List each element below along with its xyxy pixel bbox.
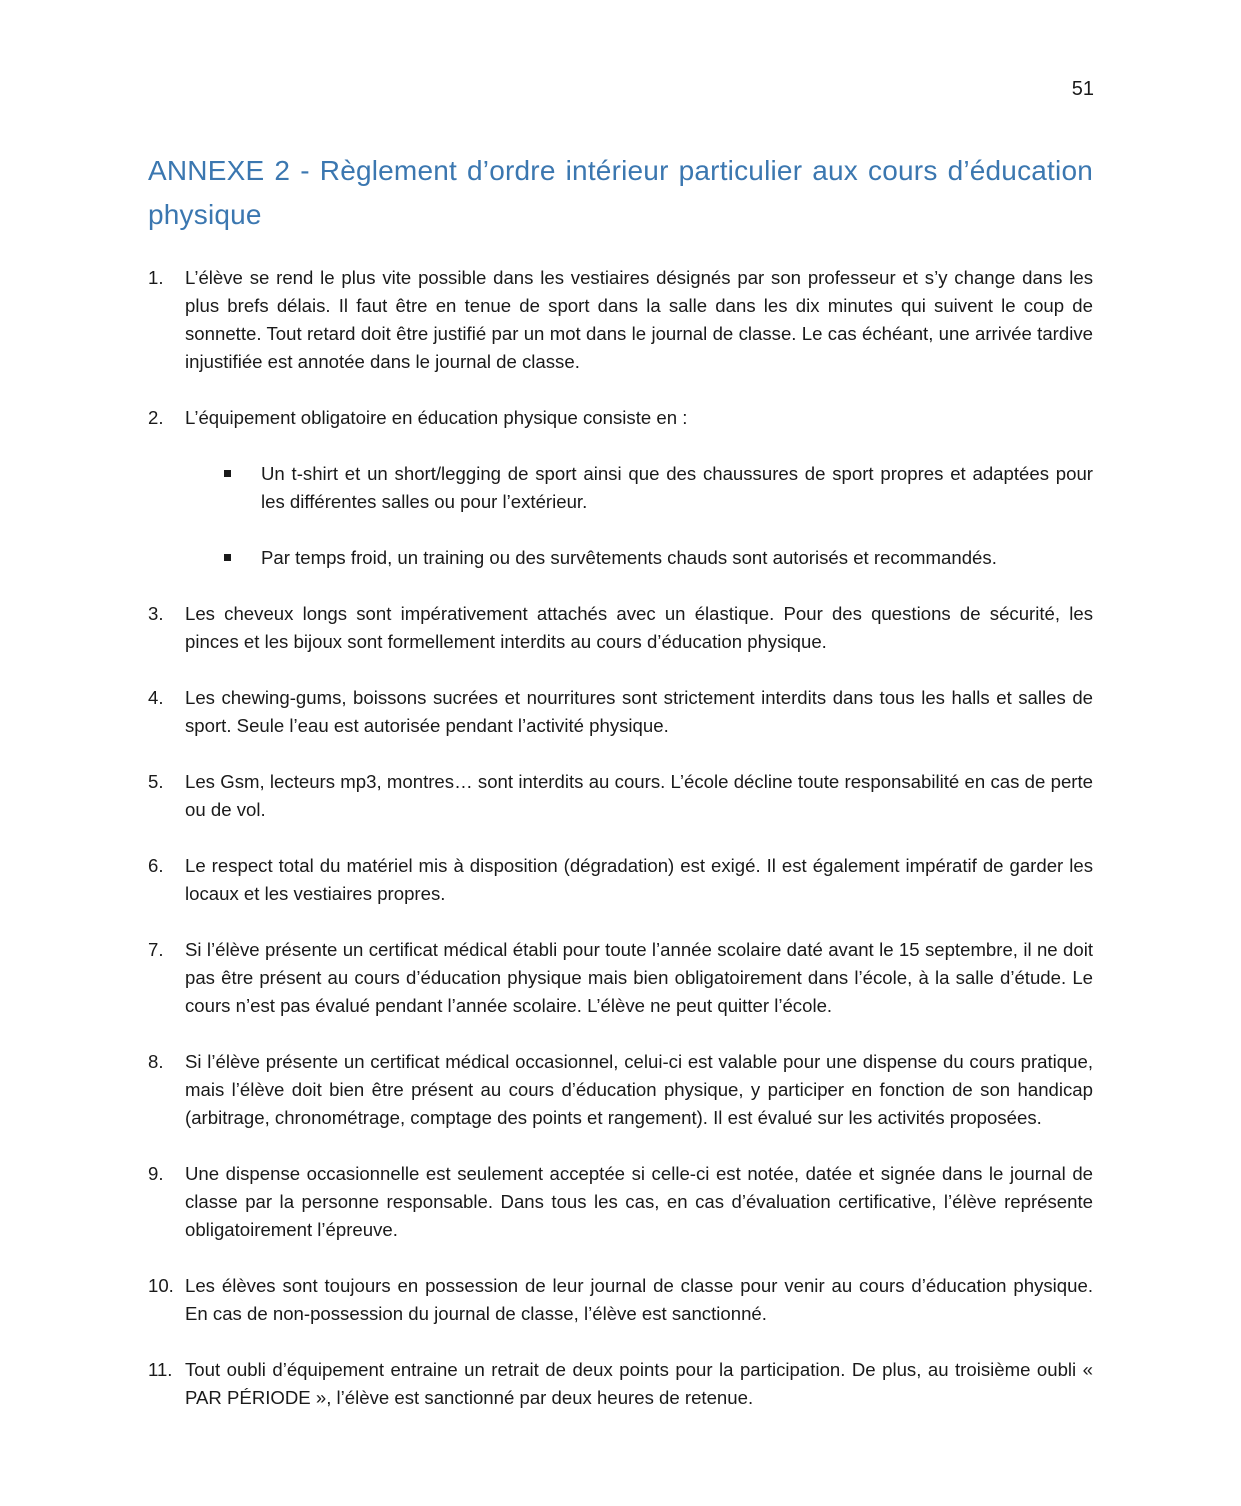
- page-number: 51: [1071, 78, 1094, 100]
- rule-text: Tout oubli d’équipement entraine un retrait de deux points pour la participation. De plus, au troisième oubli « PAR PÉRIODE », l’élève est sanctionné par deux heures de retenue.: [185, 1359, 1093, 1408]
- square-bullet-icon: [224, 554, 231, 561]
- rule-item: [148, 768, 1093, 824]
- bullet-text: Un t-shirt et un short/legging de sport ainsi que des chaussures de sport propres et adaptées pour les différentes salles ou pour l’extérieur.: [261, 463, 1093, 512]
- rule-text: L’équipement obligatoire en éducation physique consiste en :: [185, 407, 688, 428]
- rule-number: 3.: [148, 603, 164, 624]
- rule-text: Les cheveux longs sont impérativement attachés avec un élastique. Pour des questions de sécurité, les pinces et les bijoux sont formellement interdits au cours d’éducation physique.: [185, 603, 1093, 652]
- bullet-item: [223, 460, 1093, 516]
- rule-item: [148, 684, 1093, 740]
- rule-item: [148, 936, 1093, 1020]
- square-bullet-icon: [224, 470, 231, 477]
- rule-number: 7.: [148, 939, 164, 960]
- rule-text: Si l’élève présente un certificat médical établi pour toute l’année scolaire daté avant le 15 septembre, il ne doit pas être présent au cours d’éducation physique mais bien obligatoirement dans l’école, à la salle d’étude. Le cours n’est pas évalué pendant l’année scolaire. L’élève ne peut quitter l’école.: [185, 939, 1093, 1016]
- rules-list: [148, 264, 1093, 1440]
- rule-number: 1.: [148, 267, 164, 288]
- rule-number: 11.: [148, 1359, 173, 1380]
- rule-text: Le respect total du matériel mis à disposition (dégradation) est exigé. Il est également impératif de garder les locaux et les vestiaires propres.: [185, 855, 1093, 904]
- rule-text: Une dispense occasionnelle est seulement acceptée si celle-ci est notée, datée et signée dans le journal de classe par la personne responsable. Dans tous les cas, en cas d’évaluation certificative, l’élève représente obligatoirement l’épreuve.: [185, 1163, 1093, 1240]
- rule-text: Les Gsm, lecteurs mp3, montres… sont interdits au cours. L’école décline toute responsabilité en cas de perte ou de vol.: [185, 771, 1093, 820]
- rule-number: 8.: [148, 1051, 164, 1072]
- page-title: ANNEXE 2 - Règlement d’ordre intérieur particulier aux cours d’éducation physique: [148, 155, 1093, 230]
- rule-item: [148, 1272, 1093, 1328]
- rule-item: [148, 600, 1093, 656]
- rule-item: [148, 852, 1093, 908]
- rule-item: [148, 264, 1093, 376]
- equipment-bullet-list: [185, 460, 1093, 572]
- rule-number: 4.: [148, 687, 164, 708]
- rule-number: 2.: [148, 407, 164, 428]
- rule-item: [148, 1048, 1093, 1132]
- bullet-text: Par temps froid, un training ou des survêtements chauds sont autorisés et recommandés.: [261, 547, 997, 568]
- rule-text: Les élèves sont toujours en possession de leur journal de classe pour venir au cours d’éducation physique. En cas de non-possession du journal de classe, l’élève est sanctionné.: [185, 1275, 1093, 1324]
- bullet-item: [223, 544, 1093, 572]
- rule-item: [148, 404, 1093, 572]
- rule-item: [148, 1356, 1093, 1412]
- rule-number: 5.: [148, 771, 164, 792]
- rule-number: 6.: [148, 855, 164, 876]
- rule-number: 9.: [148, 1163, 164, 1184]
- rule-text: Les chewing-gums, boissons sucrées et nourritures sont strictement interdits dans tous les halls et salles de sport. Seule l’eau est autorisée pendant l’activité physique.: [185, 687, 1093, 736]
- rule-item: [148, 1160, 1093, 1244]
- rule-text: L’élève se rend le plus vite possible dans les vestiaires désignés par son professeur et s’y change dans les plus brefs délais. Il faut être en tenue de sport dans la salle dans les dix minutes qui suivent le coup de sonnette. Tout retard doit être justifié par un mot dans le journal de classe. Le cas échéant, une arrivée tardive injustifiée est annotée dans le journal de classe.: [185, 267, 1093, 372]
- rule-number: 10.: [148, 1275, 174, 1296]
- rule-text: Si l’élève présente un certificat médical occasionnel, celui-ci est valable pour une dispense du cours pratique, mais l’élève doit bien être présent au cours d’éducation physique, y participer en fonction de son handicap (arbitrage, chronométrage, comptage des points et rangement). Il est évalué sur les activités proposées.: [185, 1051, 1093, 1128]
